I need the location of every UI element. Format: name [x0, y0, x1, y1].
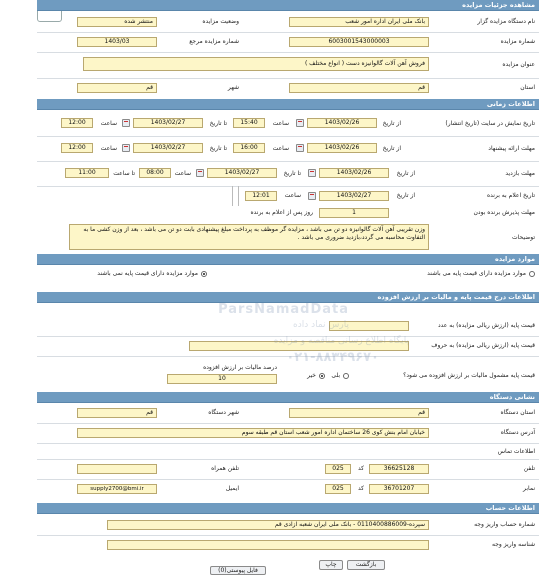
- section-header-details: مشاهده جزئیات مزایده: [37, 0, 539, 11]
- row-display-dates: [37, 113, 539, 133]
- base-word-label: قیمت پایه (ارزش ریالی مزایده) به حروف: [431, 342, 535, 349]
- vat-yes-label: بلی: [331, 372, 340, 379]
- row-title: [37, 54, 539, 76]
- row-contact-header: [37, 445, 539, 459]
- address-label: آدرس دستگاه: [500, 429, 535, 436]
- tel-code-label: کد: [357, 465, 364, 472]
- vat-question-label: قیمت پایه مشمول مالیات بر ارزش افزوده می شود؟: [403, 372, 535, 379]
- province-field: قم: [289, 83, 429, 93]
- notes-label: توضیحات: [511, 234, 535, 241]
- fax-label: نمابر: [523, 485, 535, 492]
- display-from-time-label: ساعت: [272, 120, 289, 127]
- deadline-to-time-label: ساعت: [100, 145, 117, 152]
- row-fax: [37, 481, 539, 497]
- tel-code-field: 025: [325, 464, 351, 474]
- divider: [37, 459, 539, 460]
- notes-field: وزن تقریبی آهن آلات گالوانیزه دو تن می باشد ، مزایده گر موظف به پرداخت مبلغ پیشنهادی بابت دو تن می باشد ، بعد از وزن کشی ما به التفاوت محاسبه می گردد،بازدید ضروری می باشد .: [69, 224, 429, 250]
- divider: [37, 32, 539, 33]
- title-field: فروش آهن آلات گالوانیزه دست ( انواع مختلف ): [83, 57, 429, 71]
- radio-vat-yes[interactable]: [343, 373, 349, 379]
- deadline-from-date: 1403/02/26: [307, 143, 377, 153]
- watermark-persian: پارس نماد داده: [293, 320, 349, 330]
- visit-time-label: ساعت: [174, 170, 191, 177]
- opt-no-base-label: موارد مزایده دارای قیمت پایه نمی باشند: [97, 270, 198, 277]
- visit-from-date: 1403/02/26: [319, 168, 389, 178]
- province-label: استان: [520, 84, 535, 91]
- fax-code-field: 025: [325, 484, 351, 494]
- print-button[interactable]: چاپ: [319, 560, 343, 570]
- org-label: نام دستگاه مزایده گزار: [477, 18, 535, 25]
- addr-province-field: قم: [289, 408, 429, 418]
- calendar-icon[interactable]: [296, 144, 304, 152]
- visit-to-label: تا تاریخ: [283, 170, 301, 177]
- row-address: [37, 425, 539, 441]
- ref-no-label: شماره مزایده مرجع: [189, 38, 239, 45]
- divider: [37, 186, 539, 187]
- email-label: ایمیل: [225, 485, 239, 492]
- calendar-icon[interactable]: [308, 192, 316, 200]
- row-base-option-2: [37, 267, 539, 281]
- ref-no-field: 1403/03: [77, 37, 157, 47]
- deadline-to-time: 12:00: [61, 143, 93, 153]
- tel-label: تلفن: [523, 465, 535, 472]
- accept-label: مهلت پذیرش برنده بودن: [473, 209, 535, 216]
- accept-days: 1: [319, 208, 389, 218]
- row-shenase: [37, 537, 539, 553]
- divider: [37, 52, 539, 53]
- radio-no-base[interactable]: [201, 271, 207, 277]
- row-deadline: [37, 138, 539, 158]
- calendar-icon[interactable]: [196, 169, 204, 177]
- display-from-time: 15:40: [233, 118, 265, 128]
- shenase-label: شناسه واریز وجه: [492, 541, 535, 548]
- shenase-field: [107, 540, 429, 550]
- opt-has-base-label: موارد مزایده دارای قیمت پایه می باشند: [427, 270, 526, 277]
- calendar-icon[interactable]: [122, 144, 130, 152]
- fax-field: 36701207: [369, 484, 429, 494]
- deadline-to-label: تا تاریخ: [209, 145, 227, 152]
- winner-time-label: ساعت: [284, 192, 301, 199]
- deadline-from-time: 16:00: [233, 143, 265, 153]
- visit-to-date: 1403/02/27: [207, 168, 277, 178]
- account-label: شماره حساب واریز وجه: [474, 521, 535, 528]
- vat-percent-label: درصد مالیات بر ارزش افزوده: [203, 364, 277, 371]
- divider: [37, 161, 539, 162]
- divider: [37, 535, 539, 536]
- divider: [238, 186, 239, 206]
- display-to-time: 12:00: [61, 118, 93, 128]
- email-field: supply2700@bmi.ir: [77, 484, 157, 494]
- display-from-label: از تاریخ: [382, 120, 401, 127]
- winner-date: 1403/02/27: [319, 191, 389, 201]
- tel-field: 36625128: [369, 464, 429, 474]
- deadline-from-time-label: ساعت: [272, 145, 289, 152]
- row-winner: [37, 188, 539, 204]
- radio-vat-no[interactable]: [319, 373, 325, 379]
- watermark-tagline: پایگاه اطلاع رسانی مناقصه و مزایده: [273, 336, 409, 346]
- section-header-address: نشانی دستگاه: [37, 392, 539, 403]
- row-visit: [37, 163, 539, 183]
- row-accept: [37, 206, 539, 220]
- row-account: [37, 517, 539, 533]
- calendar-icon[interactable]: [308, 169, 316, 177]
- divider: [37, 443, 539, 444]
- vat-no-label: خیر: [307, 372, 316, 379]
- visit-from-time: 08:00: [139, 168, 171, 178]
- deadline-label: مهلت ارائه پیشنهاد: [488, 145, 535, 152]
- visit-to-time-label: تا ساعت: [113, 170, 135, 177]
- winner-from-label: از تاریخ: [396, 192, 415, 199]
- display-from-date: 1403/02/26: [307, 118, 377, 128]
- visit-label: مهلت بازدید: [505, 170, 535, 177]
- back-button[interactable]: بازگشت: [347, 560, 385, 570]
- deadline-to-date: 1403/02/27: [133, 143, 203, 153]
- section-header-account: اطلاعات حساب: [37, 503, 539, 514]
- city-field: قم: [77, 83, 157, 93]
- row-addr-location: [37, 405, 539, 421]
- calendar-icon[interactable]: [296, 119, 304, 127]
- calendar-icon[interactable]: [122, 119, 130, 127]
- divider: [37, 423, 539, 424]
- section-header-price: اطلاعات درج قیمت پایه و مالیات بر ارزش افزوده: [37, 292, 539, 303]
- watermark-phone: ۰۲۱-۸۸۳۴۹۶۷۰: [286, 350, 379, 365]
- display-label: تاریخ نمایش در سایت (تاریخ انتشار): [445, 120, 535, 127]
- display-to-time-label: ساعت: [100, 120, 117, 127]
- addr-province-label: استان دستگاه: [500, 409, 535, 416]
- winner-time: 12:01: [245, 191, 277, 201]
- divider: [37, 136, 539, 137]
- fax-code-label: کد: [357, 485, 364, 492]
- deadline-from-label: از تاریخ: [382, 145, 401, 152]
- account-field: سپرده-0110400886009 - بانک ملی ایران شعبه آزادی قم: [107, 520, 429, 530]
- section-header-time: اطلاعات زمانی: [37, 99, 539, 110]
- contact-header: اطلاعات تماس: [497, 448, 535, 455]
- divider: [37, 479, 539, 480]
- visit-from-label: از تاریخ: [396, 170, 415, 177]
- row-notes: [37, 222, 539, 252]
- row-numbers: [37, 34, 539, 50]
- base-num-label: قیمت پایه (ارزش ریالی مزایده) به عدد: [437, 322, 535, 329]
- row-location: [37, 80, 539, 96]
- winner-label: تاریخ اعلام به برنده: [486, 192, 535, 199]
- vat-percent-field: 10: [167, 374, 277, 384]
- attachment-button[interactable]: فایل پیوستی(0): [210, 566, 266, 575]
- addr-city-label: شهر دستگاه: [208, 409, 239, 416]
- mobile-field: [77, 464, 157, 474]
- addr-city-field: قم: [77, 408, 157, 418]
- status-label: وضعیت مزایده: [202, 18, 239, 25]
- row-tel: [37, 461, 539, 477]
- auction-no-field: 6003001543000003: [289, 37, 429, 47]
- title-label: عنوان مزایده: [502, 61, 535, 68]
- divider: [37, 78, 539, 79]
- city-label: شهر: [227, 84, 239, 91]
- visit-to-time: 11:00: [65, 168, 109, 178]
- status-field: منتشر شده: [77, 17, 157, 27]
- row-base-number: [37, 318, 539, 334]
- display-to-label: تا تاریخ: [209, 120, 227, 127]
- row-org: [37, 14, 539, 30]
- section-header-items: موارد مزایده: [37, 254, 539, 265]
- display-to-date: 1403/02/27: [133, 118, 203, 128]
- org-field: بانک ملی ایران اداره امور شعب: [289, 17, 429, 27]
- accept-suffix: روز پس از اعلام به برنده: [250, 209, 313, 216]
- divider: [232, 186, 233, 206]
- address-field: خیابان امام بنش کوی 26 ساختمان اداره امور شعب استان قم طبقه سوم: [77, 428, 429, 438]
- auction-detail-panel: [37, 0, 539, 576]
- watermark-latin: ParsNamadData: [218, 302, 349, 317]
- auction-no-label: شماره مزایده: [500, 38, 535, 45]
- mobile-label: تلفن همراه: [211, 465, 239, 472]
